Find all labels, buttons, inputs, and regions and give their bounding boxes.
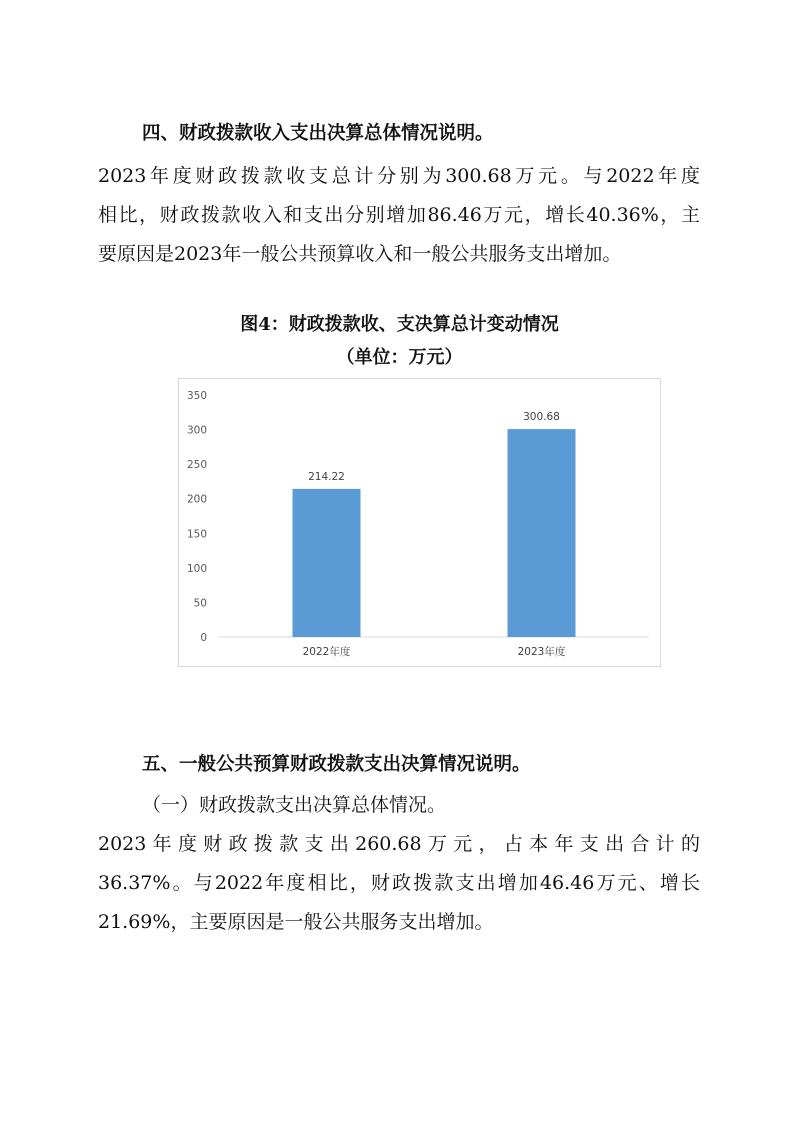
section-5-heading: 五、一般公共预算财政拨款支出决算情况说明。 [142,754,531,775]
y-tick-label: 50 [193,597,207,610]
x-category-label-2: 2023年度 [517,646,566,658]
section-4-paragraph-line-3: 要原因是2023年一般公共预算收入和一般公共服务支出增加。 [98,243,622,265]
section-4-paragraph-line-1: 2023年度财政拨款收支总计分别为300.68万元。与2022年度 [98,165,700,187]
y-tick-label: 0 [200,632,207,644]
figure-title: 图4：财政拨款收、支决算总计变动情况 [240,314,559,335]
y-tick-label: 150 [186,528,207,541]
section-5-paragraph-line-1: 2023年度财政拨款支出260.68万元，占本年支出合计的 [98,833,700,855]
y-tick-label: 200 [186,493,207,506]
bar-chart-svg [179,379,662,668]
section-5-subheading: （一）财政拨款支出决算总体情况。 [142,794,447,816]
bar-chart [178,378,661,667]
y-tick-label: 250 [186,459,207,472]
y-tick-label: 300 [186,424,207,437]
data-label-1: 214.22 [308,470,345,483]
x-category-label-1: 2022年度 [302,646,351,658]
y-tick-label: 100 [186,562,207,575]
data-label-2: 300.68 [523,411,560,424]
bar-1 [293,489,361,637]
figure-unit: （单位：万元） [336,347,463,368]
section-4-paragraph-line-2: 相比，财政拨款收入和支出分别增加86.46万元，增长40.36%，主 [98,204,700,226]
section-5-paragraph-line-2: 36.37%。与2022年度相比，财政拨款支出增加46.46万元、增长 [98,872,700,894]
section-4-heading: 四、财政拨款收入支出决算总体情况说明。 [142,123,494,144]
section-5-paragraph-line-3: 21.69%，主要原因是一般公共服务支出增加。 [98,911,494,933]
bar-2 [508,429,576,637]
y-tick-label: 350 [186,390,207,402]
